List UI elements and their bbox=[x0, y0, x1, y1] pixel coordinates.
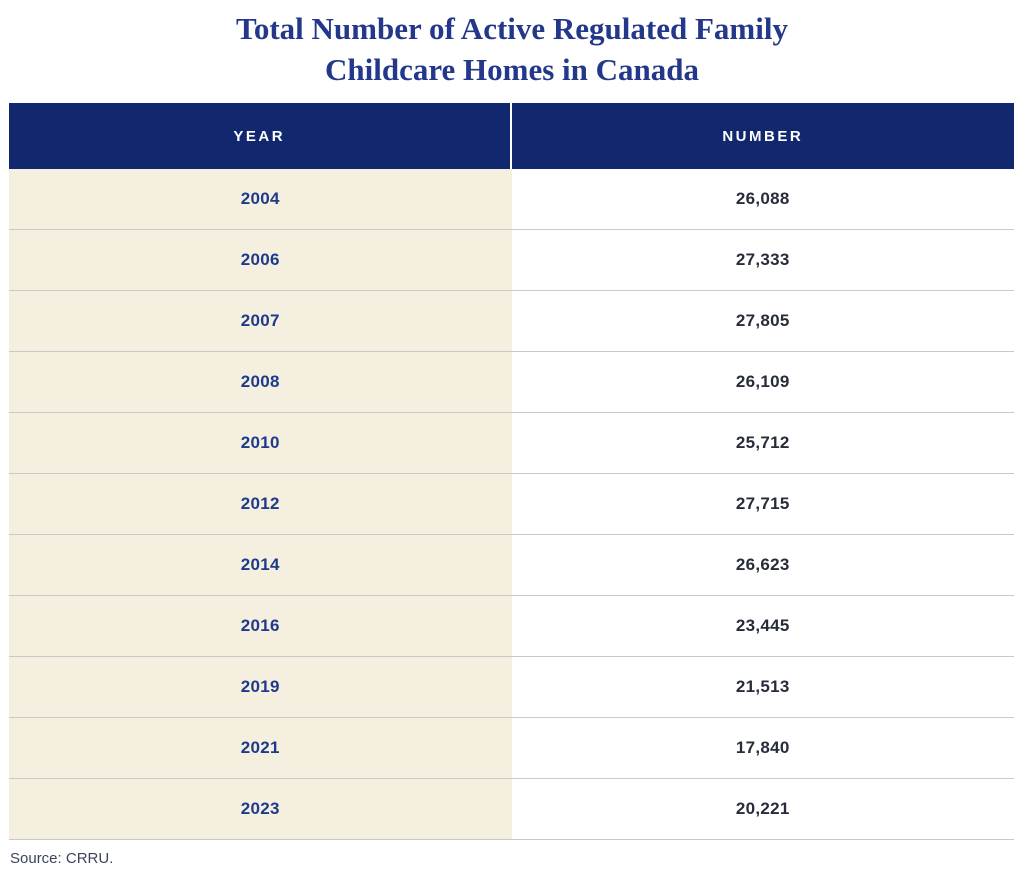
table-body bbox=[9, 169, 1014, 840]
number-cell: 27,715 bbox=[512, 474, 1015, 534]
table-row bbox=[9, 169, 1014, 230]
year-cell: 2006 bbox=[9, 230, 512, 290]
year-cell: 2019 bbox=[9, 657, 512, 717]
table-row bbox=[9, 718, 1014, 779]
number-cell: 27,333 bbox=[512, 230, 1015, 290]
table-row bbox=[9, 291, 1014, 352]
number-cell: 25,712 bbox=[512, 413, 1015, 473]
year-cell: 2016 bbox=[9, 596, 512, 656]
source-note: Source: CRRU. bbox=[10, 850, 114, 868]
table-row bbox=[9, 535, 1014, 596]
table-row bbox=[9, 230, 1014, 291]
number-cell: 21,513 bbox=[512, 657, 1015, 717]
table-row bbox=[9, 596, 1014, 657]
number-cell: 26,088 bbox=[512, 169, 1015, 229]
number-cell: 17,840 bbox=[512, 718, 1015, 778]
number-cell: 27,805 bbox=[512, 291, 1015, 351]
number-cell: 26,109 bbox=[512, 352, 1015, 412]
page-title bbox=[0, 8, 1024, 90]
page bbox=[0, 8, 1024, 867]
year-cell: 2023 bbox=[9, 779, 512, 839]
table-header-row bbox=[9, 103, 1014, 169]
table-row bbox=[9, 413, 1014, 474]
table-row bbox=[9, 352, 1014, 413]
year-cell: 2004 bbox=[9, 169, 512, 229]
year-cell: 2010 bbox=[9, 413, 512, 473]
number-cell: 26,623 bbox=[512, 535, 1015, 595]
year-cell: 2014 bbox=[9, 535, 512, 595]
number-cell: 20,221 bbox=[512, 779, 1015, 839]
table-row bbox=[9, 779, 1014, 840]
column-header-number: NUMBER bbox=[722, 127, 804, 145]
table-row bbox=[9, 474, 1014, 535]
year-cell: 2012 bbox=[9, 474, 512, 534]
year-cell: 2007 bbox=[9, 291, 512, 351]
data-table bbox=[9, 103, 1014, 840]
title-line-2: Childcare Homes in Canada bbox=[324, 52, 700, 88]
title-line-1: Total Number of Active Regulated Family bbox=[236, 11, 788, 46]
number-cell: 23,445 bbox=[512, 596, 1015, 656]
year-cell: 2008 bbox=[9, 352, 512, 412]
year-cell: 2021 bbox=[9, 718, 512, 778]
table-row bbox=[9, 657, 1014, 718]
column-header-year: YEAR bbox=[9, 103, 512, 169]
